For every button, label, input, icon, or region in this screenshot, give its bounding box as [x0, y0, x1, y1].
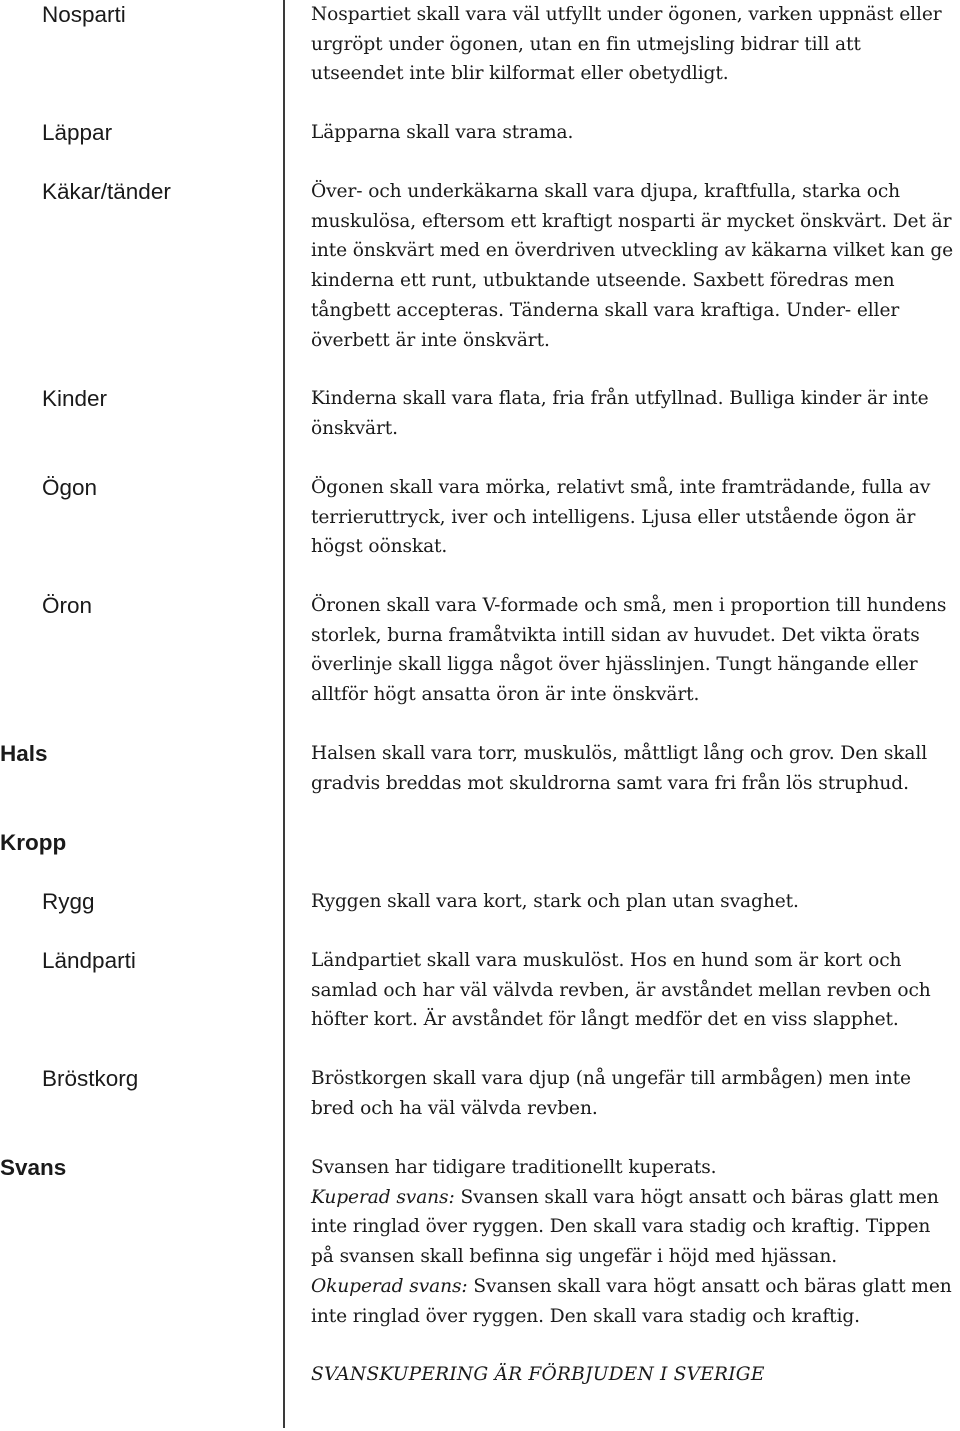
text-rygg	[311, 887, 956, 917]
column-divider	[283, 0, 285, 1428]
paragraph-svans-intro: Svansen har tidigare traditionellt kuperats.	[311, 1157, 717, 1178]
label-oron: Öron	[42, 593, 93, 618]
text-oron	[311, 591, 956, 710]
text-svanskupering-forbud: SVANSKUPERING ÄR FÖRBJUDEN I SVERIGE	[311, 1364, 765, 1385]
text-kakar-tander	[311, 177, 956, 355]
paragraph-kuperad-svans	[311, 1183, 956, 1272]
label-brostkorg: Bröstkorg	[42, 1066, 139, 1091]
text-ogon	[311, 473, 956, 562]
paragraph-brostkorg: Bröstkorgen skall vara djup (nå ungefär till armbågen) men inte bred och ha väl välvda revben.	[311, 1068, 911, 1119]
paragraph-ogon: Ögonen skall vara mörka, relativt små, inte framträdande, fulla av terrieruttryck, iver och intelligens. Ljusa eller utstående ögon är högst oönskat.	[311, 477, 931, 558]
label-lappar: Läppar	[42, 120, 113, 145]
okuperad-svans-text: Svansen skall vara högt ansatt och bäras glatt men inte ringlad över ryggen. Den skall vara stadig och kraftig.	[311, 1275, 952, 1327]
kuperad-svans-text: Svansen skall vara högt ansatt och bäras glatt men inte ringlad över ryggen. Den skall vara stadig och kraftig. Tippen på svansen skall befinna sig ungefär i höjd med hjässan.	[311, 1186, 939, 1268]
paragraph-hals: Halsen skall vara torr, muskulös, måttligt lång och grov. Den skall gradvis breddas mot skuldrorna samt vara fri från lös struphud.	[311, 743, 928, 794]
label-ogon: Ögon	[42, 475, 98, 500]
label-kakar-tander: Käkar/tänder	[42, 179, 171, 204]
label-rygg: Rygg	[42, 889, 95, 914]
kuperad-svans-label: Kuperad svans:	[311, 1186, 455, 1208]
text-lappar	[311, 118, 956, 148]
paragraph-nosparti: Nospartiet skall vara väl utfyllt under ögonen, varken uppnäst eller urgröpt under ögonen, utan en fin utmejsling bidrar till att utseendet inte blir kilformat eller obetydligt.	[311, 4, 942, 85]
paragraph-okuperad-svans	[311, 1272, 956, 1331]
heading-hals: Hals	[0, 741, 48, 766]
label-kinder: Kinder	[42, 386, 108, 411]
paragraph-kinder: Kinderna skall vara flata, fria från utfyllnad. Bulliga kinder är inte önskvärt.	[311, 388, 929, 439]
paragraph-kakar-tander: Över- och underkäkarna skall vara djupa, kraftfulla, starka och muskulösa, eftersom ett kraftigt nosparti är mycket önskvärt. Det är inte önskvärt med en överdriven utveckling av käkarna vilket kan ge kinderna ett runt, utbuktande utseende. Saxbett föredras men tångbett accepteras. Tänderna skall vara kraftiga. Under- eller överbett är inte önskvärt.	[311, 181, 954, 351]
heading-kropp: Kropp	[0, 830, 67, 855]
okuperad-svans-label: Okuperad svans:	[311, 1275, 468, 1297]
paragraph-rygg: Ryggen skall vara kort, stark och plan utan svaghet.	[311, 891, 799, 912]
text-hals	[311, 739, 956, 798]
text-landparti	[311, 946, 956, 1035]
text-kinder	[311, 384, 956, 443]
text-brostkorg	[311, 1064, 956, 1123]
paragraph-lappar: Läpparna skall vara strama.	[311, 122, 574, 143]
heading-svans: Svans	[0, 1155, 67, 1180]
paragraph-landparti: Ländpartiet skall vara muskulöst. Hos en hund som är kort och samlad och har väl välvda revben, är avståndet mellan revben och höfter kort. Är avståndet för långt medför det en viss slapphet.	[311, 950, 931, 1031]
text-svans	[311, 1153, 956, 1331]
paragraph-oron: Öronen skall vara V-formade och små, men i proportion till hundens storlek, burna framåtvikta intill sidan av huvudet. Det vikta örats överlinje skall ligga något över hjässlinjen. Tungt hängande eller alltför högt ansatta öron är inte önskvärt.	[311, 595, 947, 706]
label-nosparti: Nosparti	[42, 2, 126, 27]
text-nosparti	[311, 0, 956, 89]
label-landparti: Ländparti	[42, 948, 136, 973]
